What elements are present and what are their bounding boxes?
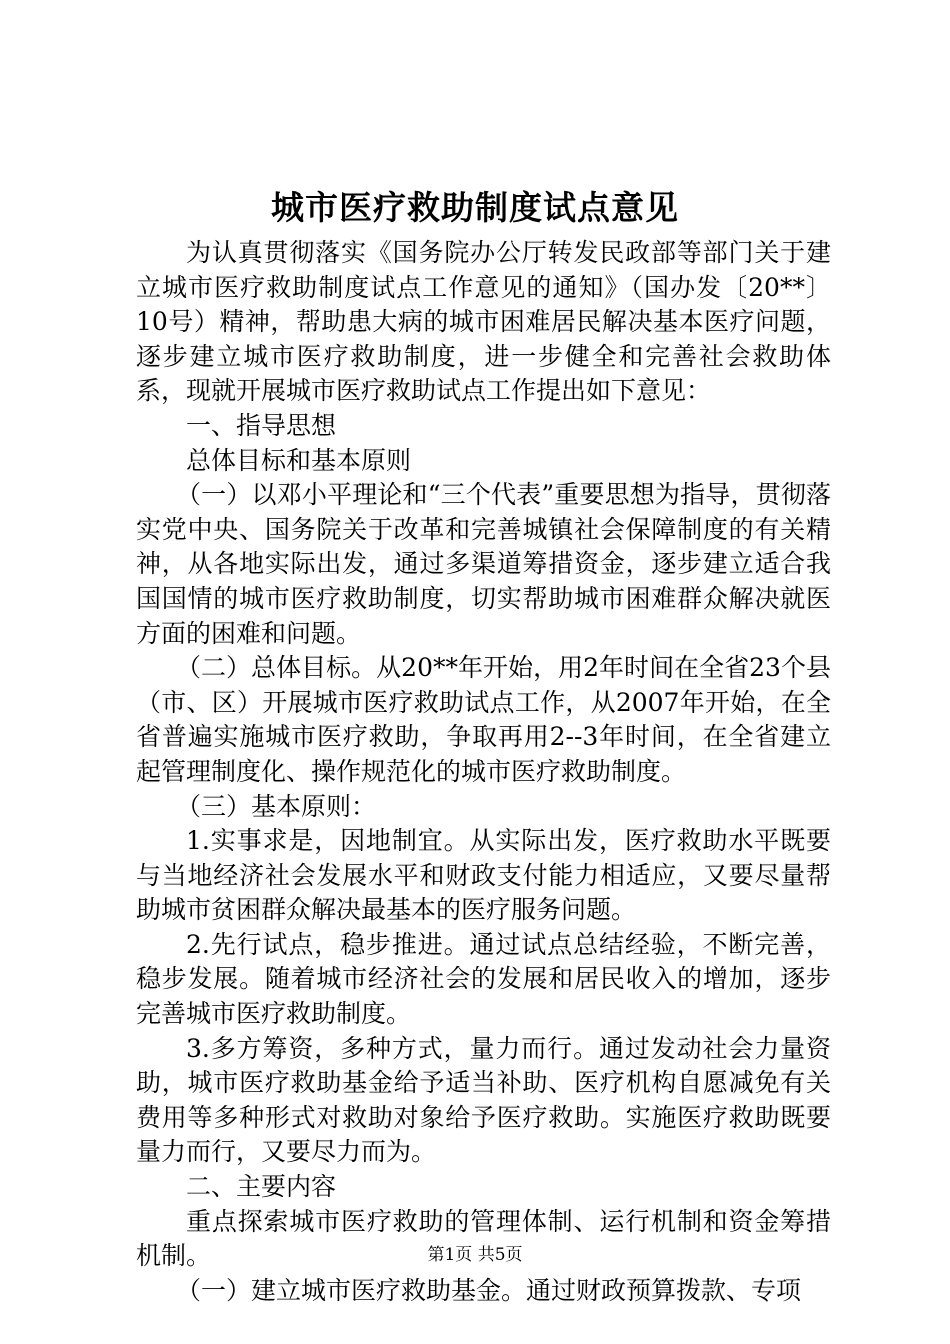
sub-heading-goals: 总体目标和基本原则 [186,445,412,475]
paragraph-focus: 重点探索城市医疗救助的管理体制、运行机制和资金筹措机制。 [136,1206,831,1271]
document-body [136,236,831,1308]
paragraph-fund: （一）建立城市医疗救助基金。通过财政预算拨款、专项 [176,1275,802,1305]
section-heading-1: 一、指导思想 [186,410,337,440]
paragraph-item-3: （三）基本原则： [176,791,377,821]
principle-1: 1.实事求是，因地制宜。从实际出发，医疗救助水平既要与当地经济社会发展水平和财政支付能力相适应，又要尽量帮助城市贫困群众解决最基本的医疗服务问题。 [136,826,831,925]
page-footer: 第1页 共5页 [427,1245,523,1265]
paragraph-item-1: （一）以邓小平理论和“三个代表”重要思想为指导，贯彻落实党中央、国务院关于改革和完善城镇社会保障制度的有关精神，从各地实际出发，通过多渠道筹措资金，逐步建立适合我国国情的城市医疗救助制度，切实帮助城市困难群众解决就医方面的困难和问题。 [136,480,831,648]
document-title: 城市医疗救助制度试点意见 [271,188,679,227]
principle-2: 2.先行试点，稳步推进。通过试点总结经验，不断完善，稳步发展。随着城市经济社会的发展和居民收入的增加，逐步完善城市医疗救助制度。 [136,929,831,1029]
principle-3: 3.多方筹资，多种方式，量力而行。通过发动社会力量资助，城市医疗救助基金给予适当补助、医疗机构自愿减免有关费用等多种形式对救助对象给予医疗救助。实施医疗救助既要量力而行，又要尽力而为。 [136,1033,831,1167]
paragraph-item-2: （二）总体目标。从20**年开始，用2年时间在全省23个县（市、区）开展城市医疗救助试点工作，从2007年开始，在全省普遍实施城市医疗救助，争取再用2--3年时间，在全省建立起管理制度化、操作规范化的城市医疗救助制度。 [136,653,831,786]
section-heading-2: 二、主要内容 [186,1172,337,1202]
paragraph-intro: 为认真贯彻落实《国务院办公厅转发民政部等部门关于建立城市医疗救助制度试点工作意见的通知》（国办发〔20**〕10号）精神，帮助患大病的城市困难居民解决基本医疗问题，逐步建立城市医疗救助制度，进一步健全和完善社会救助体系，现就开展城市医疗救助试点工作提出如下意见： [136,238,831,406]
